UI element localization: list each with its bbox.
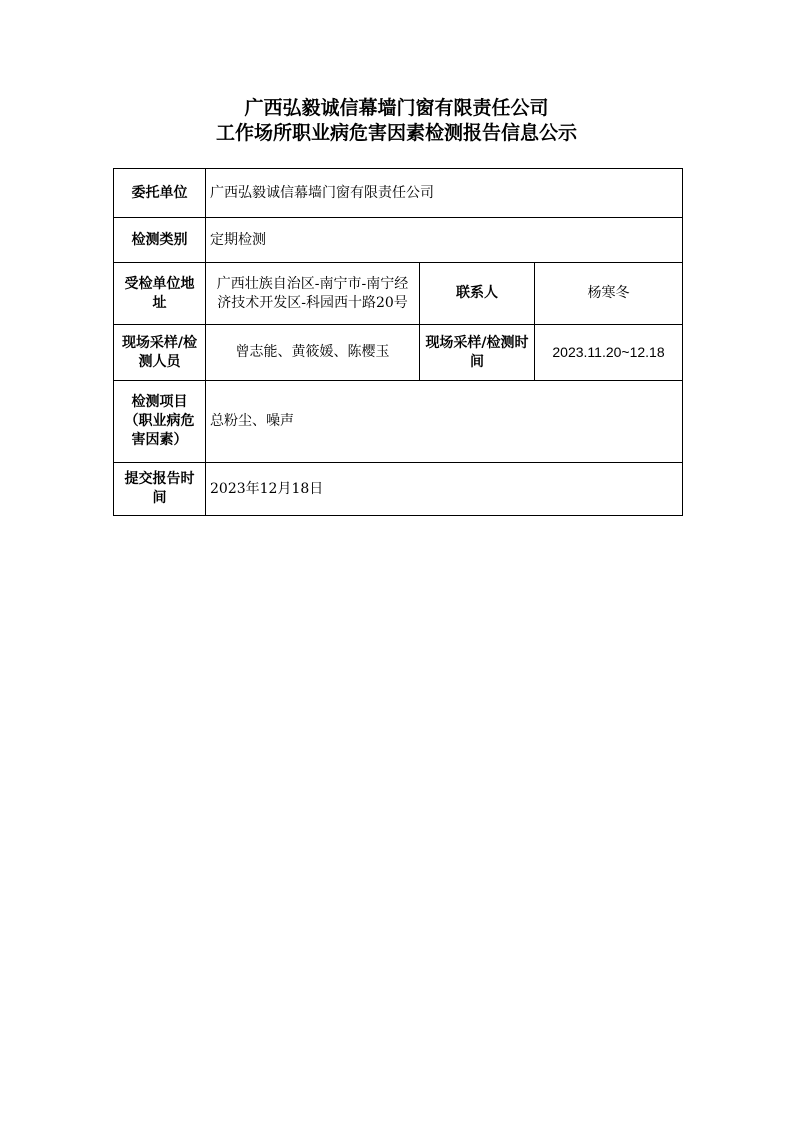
time-value: 2023.11.20~12.18: [535, 325, 683, 381]
items-value: 总粉尘、噪声: [206, 381, 683, 463]
contact-label: 联系人: [420, 263, 535, 325]
table-row-report: [114, 463, 683, 516]
staff-value: 曾志能、黄筱媛、陈樱玉: [206, 325, 420, 381]
address-value: 广西壮族自治区-南宁市-南宁经济技术开发区-科园西十路20号: [206, 263, 420, 325]
client-label: 委托单位: [114, 169, 206, 218]
table-row-staff: [114, 325, 683, 381]
table-row-address: [114, 263, 683, 325]
client-value: 广西弘毅诚信幕墙门窗有限责任公司: [206, 169, 683, 218]
type-value: 定期检测: [206, 218, 683, 263]
report-value: 2023年12月18日: [206, 463, 683, 516]
items-label: 检测项目（职业病危害因素）: [114, 381, 206, 463]
contact-value: 杨寒冬: [535, 263, 683, 325]
table-row-items: [114, 381, 683, 463]
time-label: 现场采样/检测时间: [420, 325, 535, 381]
disclosure-info-table: [113, 168, 683, 516]
document-title-subject: 工作场所职业病危害因素检测报告信息公示: [215, 122, 577, 144]
report-label: 提交报告时间: [114, 463, 206, 516]
staff-label: 现场采样/检测人员: [114, 325, 206, 381]
table-row-client: [114, 169, 683, 218]
document-title-company: 广西弘毅诚信幕墙门窗有限责任公司: [244, 97, 549, 119]
type-label: 检测类别: [114, 218, 206, 263]
table-row-type: [114, 218, 683, 263]
address-label: 受检单位地址: [114, 263, 206, 325]
